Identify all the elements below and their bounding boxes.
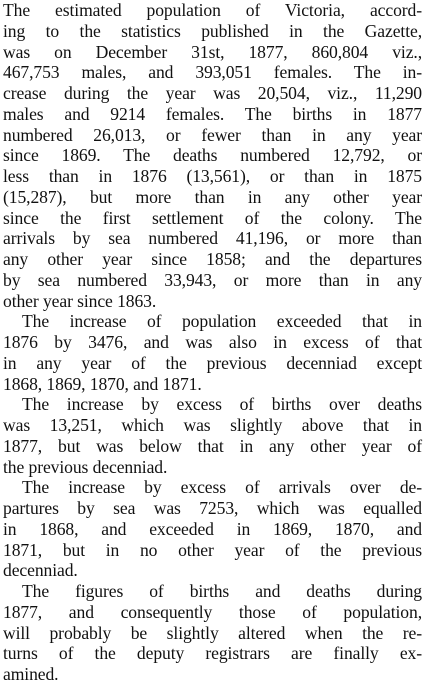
paragraph xyxy=(3,0,422,311)
text-line: in 1868, and exceeded in 1869, 1870, and xyxy=(3,518,422,539)
text-line: The increase by excess of births over deaths xyxy=(22,394,422,415)
text-line: 1877, and consequently those of population, xyxy=(3,601,422,622)
text-line: The figures of births and deaths during xyxy=(22,581,422,601)
text-line: 1871, but in no other year of the previous xyxy=(3,539,422,560)
text-line: arrivals by sea numbered 41,196, or more than xyxy=(3,228,422,249)
text-line: in any year of the previous decenniad except xyxy=(3,352,422,373)
text-line: decenniad. xyxy=(3,560,78,581)
text-line: The estimated population of Victoria, accord- xyxy=(3,0,422,20)
text-line: any other year since 1858; and the departures xyxy=(3,249,422,269)
text-line: turns of the deputy registrars are finally ex- xyxy=(3,643,422,664)
text-line: ing to the statistics published in the Gazette, xyxy=(3,20,422,41)
text-line: The increase of population exceeded that in xyxy=(22,311,422,332)
paragraph xyxy=(3,311,422,394)
text-line: other year since 1863. xyxy=(3,290,157,311)
text-line: by sea numbered 33,943, or more than in any xyxy=(3,269,422,290)
text-line: was on December 31st, 1877, 860,804 viz., xyxy=(3,41,422,62)
text-line: partures by sea was 7253, which was equalled xyxy=(3,498,422,518)
text-line: the previous decenniad. xyxy=(3,456,168,477)
text-line: since 1869. The deaths numbered 12,792, or xyxy=(3,145,422,166)
text-line: amined. xyxy=(3,664,59,684)
article-body xyxy=(3,0,422,685)
paragraph xyxy=(3,581,422,685)
text-line: crease during the year was 20,504, viz., 11,290 xyxy=(3,83,422,103)
text-line: will probably be slightly altered when the re- xyxy=(3,622,422,643)
text-line: males and 9214 females. The births in 1877 xyxy=(3,103,422,124)
text-line: 1877, but was below that in any other year of xyxy=(3,435,422,456)
text-line: The increase by excess of arrivals over de- xyxy=(22,477,422,498)
text-line: less than in 1876 (13,561), or than in 1875 xyxy=(3,166,422,186)
text-line: 1876 by 3476, and was also in excess of that xyxy=(3,332,422,352)
paragraph xyxy=(3,477,422,581)
text-line: was 13,251, which was slightly above that in xyxy=(3,415,422,435)
text-line: (15,287), but more than in any other year xyxy=(3,186,422,207)
text-line: 467,753 males, and 393,051 females. The in- xyxy=(3,62,422,83)
text-line: since the first settlement of the colony. The xyxy=(3,207,422,228)
paragraph xyxy=(3,394,422,477)
text-line: numbered 26,013, or fewer than in any year xyxy=(3,124,422,145)
text-line: 1868, 1869, 1870, and 1871. xyxy=(3,373,202,394)
